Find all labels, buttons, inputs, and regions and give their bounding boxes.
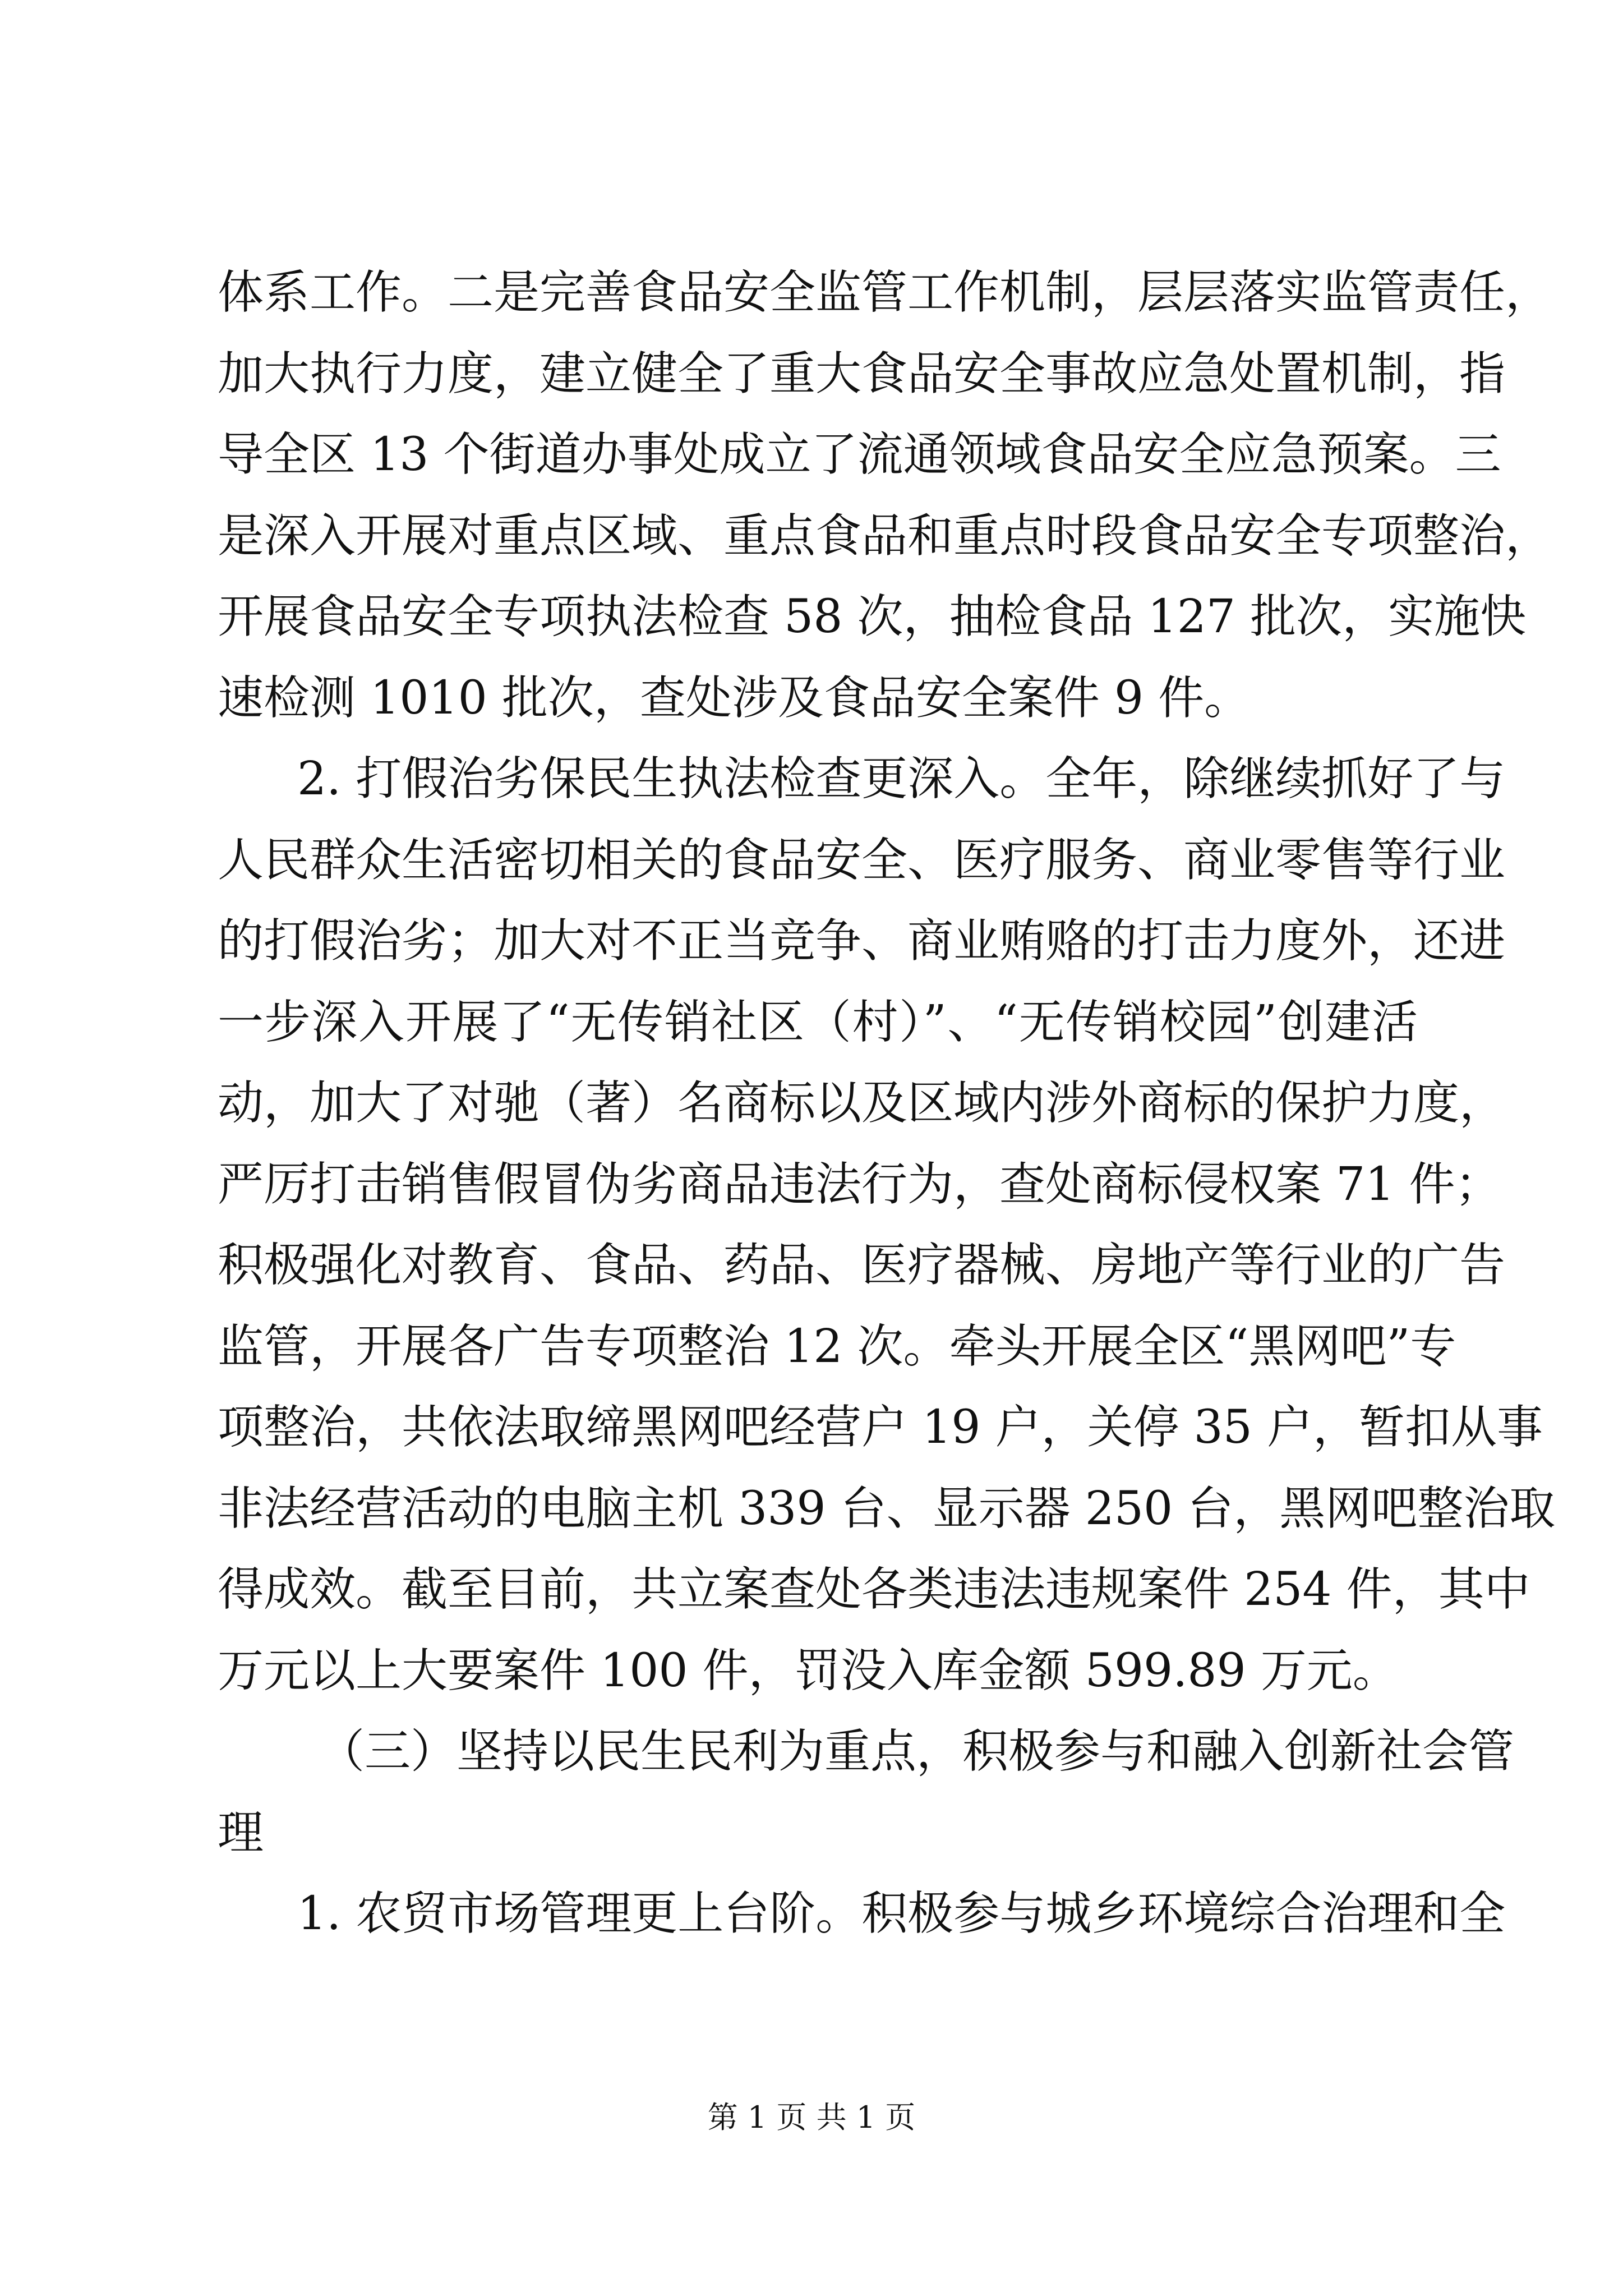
text-line: 严厉打击销售假冒伪劣商品违法行为，查处商标侵权案 71 件；	[218, 1157, 1501, 1211]
text-line: 一步深入开展了“无传销社区（村）”、“无传销校园”创建活	[218, 995, 1418, 1049]
text-line: 项整治，共依法取缔黑网吧经营户 19 户，关停 35 户，暂扣从事	[218, 1401, 1543, 1454]
text-line: 积极强化对教育、食品、药品、医疗器械、房地产等行业的广告	[218, 1239, 1506, 1292]
text-line: 动，加大了对驰（著）名商标以及区域内涉外商标的保护力度，	[218, 1076, 1506, 1130]
text-line: 体系工作。二是完善食品安全监管工作机制，层层落实监管责任，	[218, 266, 1552, 319]
text-line: 导全区 13 个街道办事处成立了流通领域食品安全应急预案。三	[218, 428, 1501, 481]
document-body	[218, 252, 1556, 1955]
text-line: 万元以上大要案件 100 件，罚没入库金额 599.89 万元。	[218, 1644, 1399, 1697]
section-heading-line: 理	[218, 1806, 264, 1860]
text-line: 速检测 1010 批次，查处涉及食品安全案件 9 件。	[218, 671, 1251, 725]
text-line: 监管，开展各广告专项整治 12 次。牵头开展全区“黑网吧”专	[218, 1319, 1456, 1373]
section-heading-line: （三）坚持以民生民利为重点，积极参与和融入创新社会管	[319, 1725, 1515, 1778]
text-line: 开展食品安全专项执法检查 58 次，抽检食品 127 批次，实施快	[218, 590, 1527, 643]
text-line: 人民群众生活密切相关的食品安全、医疗服务、商业零售等行业	[218, 833, 1506, 887]
text-line: 得成效。截至目前，共立案查处各类违法违规案件 254 件，其中	[218, 1563, 1530, 1616]
page-number: 第 1 页 共 1 页	[707, 2100, 916, 2135]
paragraph-start-line: 2. 打假治劣保民生执法检查更深入。全年，除继续抓好了与	[297, 752, 1506, 806]
text-line: 是深入开展对重点区域、重点食品和重点时段食品安全专项整治，	[218, 509, 1552, 563]
paragraph-start-line: 1. 农贸市场管理更上台阶。积极参与城乡环境综合治理和全	[297, 1887, 1506, 1940]
text-line: 非法经营活动的电脑主机 339 台、显示器 250 台，黑网吧整治取	[218, 1481, 1556, 1535]
text-line: 的打假治劣；加大对不正当竞争、商业贿赂的打击力度外，还进	[218, 914, 1506, 968]
page-footer	[0, 2095, 1623, 2140]
text-line: 加大执行力度，建立健全了重大食品安全事故应急处置机制，指	[218, 347, 1506, 401]
